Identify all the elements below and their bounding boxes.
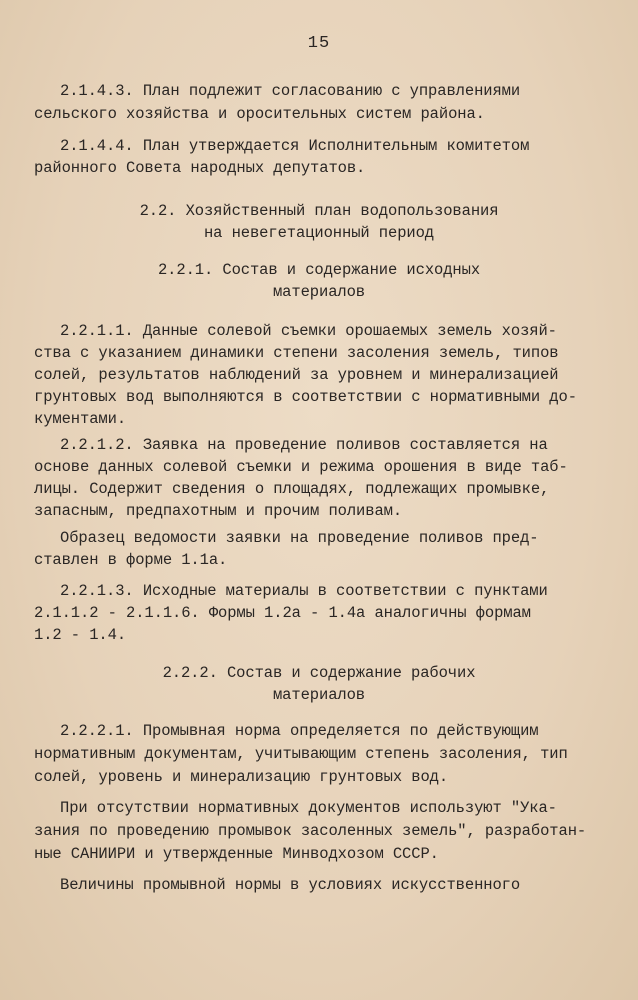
text-line: солей, результатов наблюдений за уровнем и минерализацией [34,366,559,384]
text-line: лицы. Содержит сведения о площадях, подлежащих промывке, [34,480,550,498]
text-line: солей, уровень и минерализацию грунтовых вод. [34,768,449,786]
text-line: кументами. [34,410,127,428]
text-line: ства с указанием динамики степени засоления земель, типов [34,344,559,362]
heading-line: 2.2. Хозяйственный план водопользования [139,202,499,220]
text-line: зания по проведению промывок засоленных земель", разработан- [34,822,587,840]
text-line: нормативным документам, учитывающим степень засоления, тип [34,745,568,763]
text-line: районного Совета народных депутатов. [34,159,366,177]
text-line: 2.1.1.2 - 2.1.1.6. Формы 1.2а - 1.4а аналогичны формам [34,604,531,622]
text-line: ные САНИИРИ и утвержденные Минводхозом СССР. [34,845,439,863]
text-line: основе данных солевой съемки и режима орошения в виде таб- [34,458,568,476]
text-line: 2.2.1.1. Данные солевой съемки орошаемых земель хозяй- [60,322,557,340]
text-line: 2.1.4.3. План подлежит согласованию с управлениями [60,82,521,100]
text-line: 1.2 - 1.4. [34,626,127,644]
heading-line: на невегетационный период [203,224,435,242]
text-line: сельского хозяйства и оросительных систем района. [34,105,485,123]
text-line: 2.2.2.1. Промывная норма определяется по действующим [60,722,539,740]
heading-line: материалов [272,686,365,704]
text-line: грунтовых вод выполняются в соответствии с нормативными до- [34,388,577,406]
text-line: 2.2.1.2. Заявка на проведение поливов составляется на [60,436,548,454]
text-line: 2.1.4.4. План утверждается Исполнительным комитетом [60,137,530,155]
text-line: запасным, предпахотным и прочим поливам. [34,502,403,520]
text-line: Образец ведомости заявки на проведение поливов пред- [60,529,539,547]
heading-line: 2.2.2. Состав и содержание рабочих [162,664,476,682]
text-line: Величины промывной нормы в условиях искусственного [60,876,521,894]
text-line: ставлен в форме 1.1а. [34,551,228,569]
text-line: При отсутствии нормативных документов используют "Ука- [60,799,557,817]
heading-line: 2.2.1. Состав и содержание исходных [157,261,481,279]
heading-line: материалов [272,283,365,301]
page-number: 15 [307,34,331,53]
text-line: 2.2.1.3. Исходные материалы в соответствии с пунктами [60,582,548,600]
